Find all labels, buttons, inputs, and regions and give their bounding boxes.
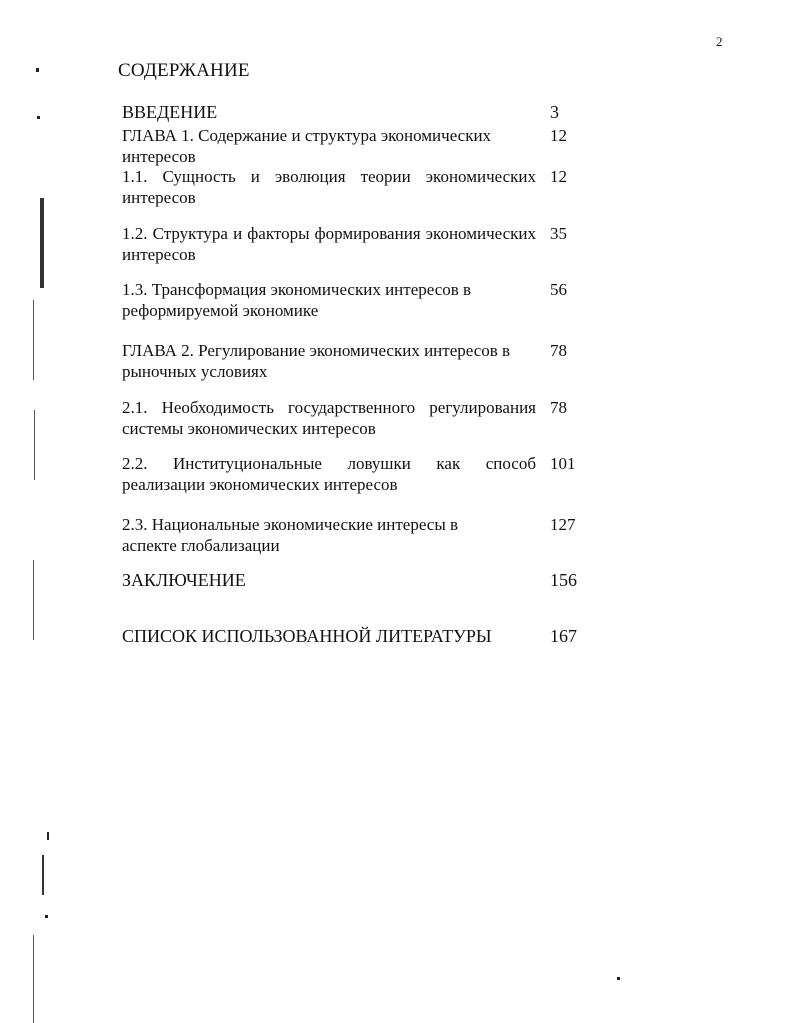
scan-artifact	[34, 410, 35, 480]
toc-entry-conclusion: ЗАКЛЮЧЕНИЕ	[122, 570, 246, 590]
toc-entry-page: 12	[550, 167, 567, 186]
toc-entry-chapter-1: ГЛАВА 1. Содержание и структура экономических интересов	[122, 126, 492, 166]
toc-entry-chapter-2: ГЛАВА 2. Регулирование экономических интересов в рыночных условиях	[122, 341, 511, 381]
scan-artifact	[45, 915, 48, 918]
toc-entry-page: 3	[550, 102, 559, 122]
toc-entry-introduction: ВВЕДЕНИЕ	[122, 102, 218, 122]
toc-entry-bibliography: СПИСОК ИСПОЛЬЗОВАННОЙ ЛИТЕРАТУРЫ	[122, 626, 492, 646]
scan-artifact	[37, 116, 40, 119]
toc-entry-section-1-3: 1.3. Трансформация экономических интересов в реформируемой экономике	[122, 280, 472, 320]
scan-artifact	[33, 300, 34, 380]
toc-entry-section-1-2: 1.2. Структура и факторы формирования экономических интересов	[122, 224, 536, 264]
toc-entry-page: 167	[550, 626, 577, 646]
scan-artifact	[36, 68, 39, 72]
scan-artifact	[47, 832, 49, 840]
toc-entry-section-2-3: 2.3. Национальные экономические интересы в аспекте глобализации	[122, 515, 459, 555]
page-number: 2	[716, 34, 723, 49]
toc-entry-section-1-1: 1.1. Сущность и эволюция теории экономических интересов	[122, 167, 536, 207]
toc-entry-page: 101	[550, 454, 576, 473]
toc-entry-page: 156	[550, 570, 577, 590]
toc-entry-page: 78	[550, 398, 567, 417]
toc-entry-page: 35	[550, 224, 567, 243]
scan-artifact	[40, 198, 44, 288]
scan-artifact	[617, 977, 620, 980]
toc-entry-page: 56	[550, 280, 567, 299]
toc-entry-section-2-2: 2.2. Институциональные ловушки как способ реализации экономических интересов	[122, 454, 536, 494]
scan-artifact	[42, 855, 44, 895]
toc-title: СОДЕРЖАНИЕ	[118, 60, 250, 81]
scan-artifact	[33, 935, 34, 1023]
toc-entry-page: 78	[550, 341, 567, 360]
toc-entry-page: 127	[550, 515, 576, 534]
toc-entry-page: 12	[550, 126, 567, 145]
toc-entry-section-2-1: 2.1. Необходимость государственного регулирования системы экономических интересов	[122, 398, 536, 438]
scan-artifact	[33, 560, 34, 640]
